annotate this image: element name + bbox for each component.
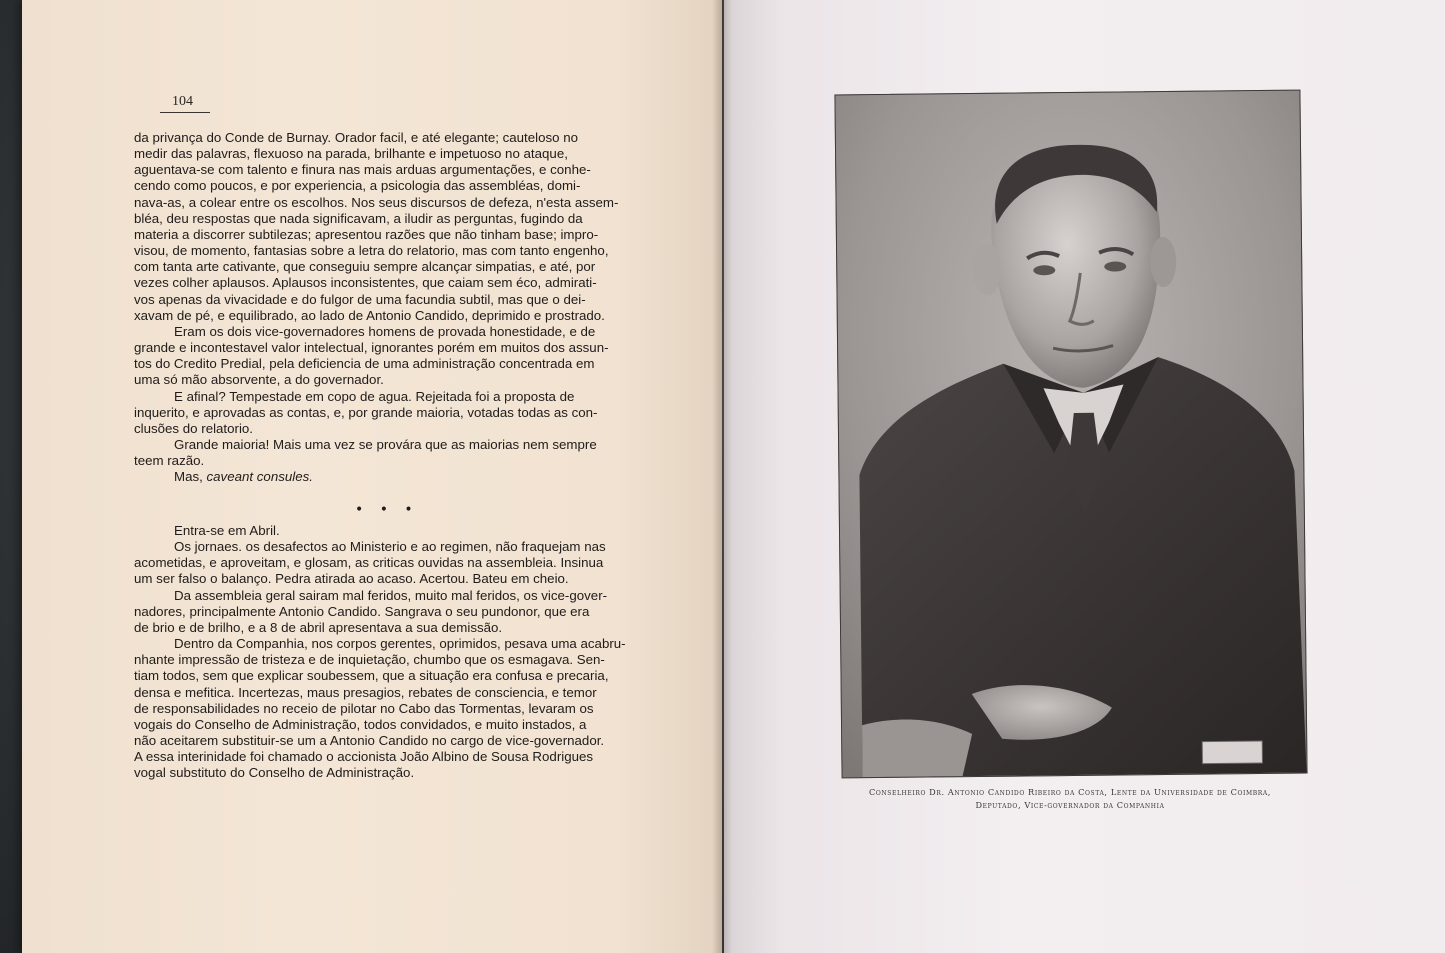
body-text-part-2 bbox=[134, 523, 626, 782]
text-line: nava-as, a colear entre os escolhos. Nos seus discursos de defeza, n'esta assem- bbox=[134, 194, 619, 210]
text-line: vos apenas da vivacidade e do fulgor de uma facundia subtil, mas que o dei- bbox=[134, 291, 586, 307]
text-line: da privança do Conde de Burnay. Orador facil, e até elegante; cauteloso no bbox=[134, 130, 579, 145]
text-line: densa e mefitica. Incertezas, maus presagios, rebates de consciencia, e temor bbox=[134, 684, 597, 700]
book-gutter bbox=[712, 0, 732, 953]
small-box bbox=[1202, 741, 1262, 764]
text-line: nadores, principalmente Antonio Candido. Sangrava o seu pundonor, que era bbox=[134, 603, 590, 619]
caption-line-1: Conselheiro Dr. Antonio Candido Ribeiro da Costa, Lente da Universidade de Coimbra, bbox=[869, 787, 1271, 797]
text-line: visou, de momento, fantasias sobre a letra do relatorio, mas com tanto engenho, bbox=[134, 243, 609, 259]
text-line: materia a discorrer subtilezas; apresentou razões que não tinham base; impro- bbox=[134, 226, 599, 242]
closing-prefix: Mas, bbox=[174, 469, 207, 485]
text-line: um ser falso o balanço. Pedra atirada ao acaso. Acertou. Bateu em cheio. bbox=[134, 571, 569, 587]
text-line: grande e incontestavel valor intelectual, ignorantes porém em muitos dos assun- bbox=[134, 340, 609, 356]
text-line: Da assembleia geral sairam mal feridos, muito mal feridos, os vice-gover- bbox=[174, 587, 608, 603]
text-line: vogais do Conselho de Administração, todos convidados, e muito instados, a bbox=[134, 716, 587, 732]
text-line: Entra-se em Abril. bbox=[174, 523, 280, 538]
text-line: Os jornaes. os desafectos ao Ministerio e ao regimen, não fraquejam nas bbox=[174, 539, 606, 555]
text-line: Grande maioria! Mais uma vez se provára que as maiorias nem sempre bbox=[174, 436, 597, 452]
text-line: acometidas, e aproveitam, e glosam, as criticas ouvidas na assembleia. Insinua bbox=[134, 555, 604, 571]
text-line: inquerito, e aprovadas as contas, e, por grande maioria, votadas todas as con- bbox=[134, 404, 598, 420]
text-line: medir das palavras, flexuoso na parada, brilhante e impetuoso no ataque, bbox=[134, 146, 568, 162]
text-line: E afinal? Tempestade em copo de agua. Rejeitada foi a proposta de bbox=[174, 388, 575, 404]
text-line: cendo como poucos, e por experiencia, a psicologia das assembléas, domi- bbox=[134, 178, 581, 194]
text-line: vogal substituto do Conselho de Administração. bbox=[134, 765, 415, 781]
text-line: xavam de pé, e equilibrado, ao lado de Antonio Candido, deprimido e prostrado. bbox=[134, 307, 605, 323]
text-line: nhante impressão de tristeza e de inquietação, chumbo que os esmagava. Sen- bbox=[134, 652, 605, 668]
text-line: uma só mão absorvente, a do governador. bbox=[134, 372, 384, 388]
text-line: vezes colher aplausos. Aplausos inconsistentes, que caiam sem éco, admirati- bbox=[134, 275, 597, 291]
text-line-closing bbox=[134, 469, 598, 485]
text-line: com tanta arte cativante, que conseguiu sempre alcançar simpatias, e até, por bbox=[134, 259, 596, 275]
body-text-part-1 bbox=[134, 130, 619, 485]
text-line: bléa, deu respostas que nada significavam, a iludir as perguntas, fugindo da bbox=[134, 210, 583, 226]
right-hand bbox=[862, 719, 973, 777]
text-line: tos do Credito Predial, pela deficiencia de uma administração concentrada em bbox=[134, 356, 595, 372]
page-number: 104 bbox=[172, 94, 193, 109]
text-line: tiam todos, sem que explicar soubessem, que a situação era confusa e precaria, bbox=[134, 668, 609, 684]
page-number-rule bbox=[160, 112, 210, 113]
text-line: A essa interinidade foi chamado o accionista João Albino de Sousa Rodrigues bbox=[134, 749, 594, 765]
portrait-caption bbox=[835, 786, 1305, 812]
text-line: não aceitarem substituir-se um a Antonio Candido no cargo de vice-governador. bbox=[134, 733, 605, 749]
text-line: de responsabilidades no receio de pilotar no Cabo das Tormentas, levaram os bbox=[134, 700, 594, 716]
text-line: aguentava-se com talento e finura nas mais arduas argumentações, e conhe- bbox=[134, 162, 591, 178]
text-line: Dentro da Companhia, nos corpos gerentes, oprimidos, pesava uma acabru- bbox=[174, 636, 626, 652]
text-line: de brio e de brilho, e a 8 de abril apresentava a sua demissão. bbox=[134, 619, 503, 635]
section-ornament: • • • bbox=[355, 502, 419, 518]
portrait-illustration bbox=[835, 91, 1306, 778]
text-line: clusões do relatorio. bbox=[134, 420, 253, 436]
closing-italic: caveant consules. bbox=[206, 469, 313, 485]
caption-line-2: Deputado, Vice-governador da Companhia bbox=[975, 800, 1165, 810]
text-line: teem razão. bbox=[134, 453, 205, 469]
portrait-photograph bbox=[834, 90, 1307, 779]
text-line: Eram os dois vice-governadores homens de provada honestidade, e de bbox=[174, 323, 596, 339]
